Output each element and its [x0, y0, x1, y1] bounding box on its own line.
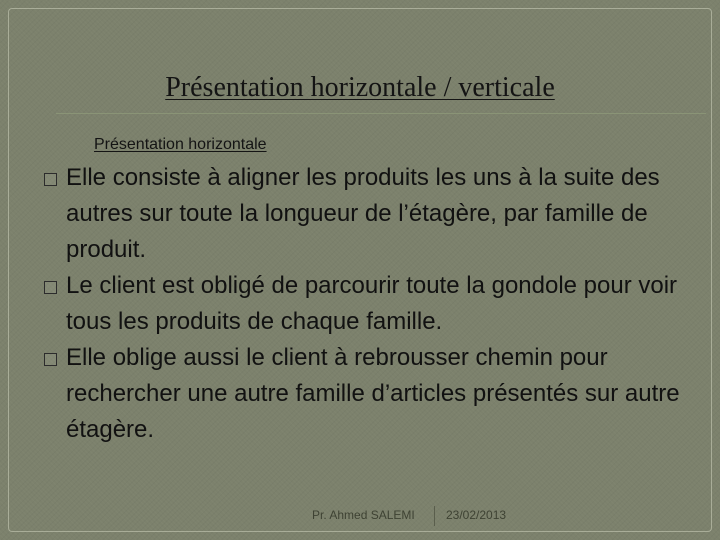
section-subheading: Présentation horizontale: [94, 136, 267, 153]
bullet-list: [38, 160, 698, 448]
bullet-text: Le client est obligé de parcourir toute la gondole pour voir tous les produits de chaque famille.: [66, 272, 678, 335]
bullet-box-icon: [44, 353, 57, 366]
bullet-text: Elle oblige aussi le client à rebrousser chemin pour rechercher une autre famille d’articles présentés sur autre étagère.: [66, 344, 680, 443]
bullet-text: Elle consiste à aligner les produits les uns à la suite des autres sur toute la longueur de l’étagère, par famille de produit.: [66, 164, 660, 263]
title-divider: [56, 113, 706, 114]
footer-date: 23/02/2013: [446, 508, 507, 522]
footer-divider: [434, 506, 435, 526]
bullet-item: [38, 160, 698, 268]
footer-author: Pr. Ahmed SALEMI: [312, 508, 415, 522]
bullet-box-icon: [44, 281, 57, 294]
bullet-item: [38, 268, 698, 340]
bullet-box-icon: [44, 173, 57, 186]
bullet-item: [38, 340, 698, 448]
slide-title: Présentation horizontale / verticale: [165, 72, 555, 103]
